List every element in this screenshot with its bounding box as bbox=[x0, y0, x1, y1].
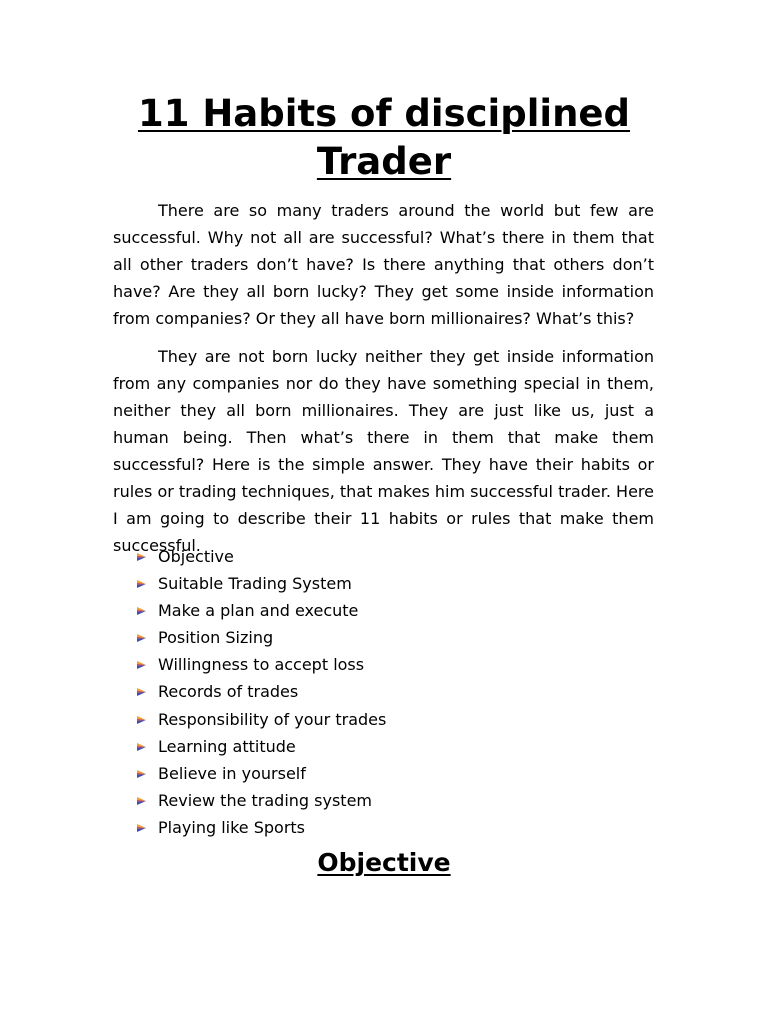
arrow-bullet-icon bbox=[137, 688, 146, 696]
habit-label: Responsibility of your trades bbox=[158, 709, 387, 729]
habit-label: Review the trading system bbox=[158, 790, 372, 810]
list-item bbox=[131, 624, 386, 651]
arrow-bullet-icon bbox=[137, 824, 146, 832]
document-title: 11 Habits of disciplined Trader bbox=[137, 92, 631, 183]
list-item bbox=[131, 597, 386, 624]
section-heading-objective: Objective bbox=[317, 848, 451, 877]
habit-label: Make a plan and execute bbox=[158, 601, 359, 621]
arrow-bullet-icon bbox=[137, 743, 146, 751]
list-item bbox=[131, 787, 386, 814]
answer-paragraph: They are not born lucky neither they get inside information from any companies nor do they have something special in them, neither they all born millionaires. They are just like us, just a human being. Then what’s there in them that make them successful? Here is the simple answer. They have their habits or rules or trading techniques, that makes him successful trader. Here I am going to describe their 11 habits or rules that make them successful. bbox=[113, 347, 654, 555]
list-item bbox=[131, 706, 386, 733]
arrow-bullet-icon bbox=[137, 770, 146, 778]
intro-paragraph: There are so many traders around the world but few are successful. Why not all are successful? What’s there in them that all other traders don’t have? Is there anything that others don’t have? Are they all born lucky? They get some inside information from companies? Or they all have born millionaires? What’s this? bbox=[113, 201, 654, 328]
habit-label: Playing like Sports bbox=[158, 817, 305, 837]
arrow-bullet-icon bbox=[137, 634, 146, 642]
list-item bbox=[131, 678, 386, 705]
habit-label: Objective bbox=[158, 547, 234, 566]
arrow-bullet-icon bbox=[137, 553, 146, 561]
list-item bbox=[131, 814, 386, 841]
habit-label: Position Sizing bbox=[158, 628, 274, 648]
arrow-bullet-icon bbox=[137, 716, 146, 724]
habit-label: Willingness to accept loss bbox=[158, 655, 365, 675]
list-item bbox=[131, 760, 386, 787]
habit-label: Learning attitude bbox=[158, 736, 296, 756]
list-item bbox=[131, 570, 386, 597]
arrow-bullet-icon bbox=[137, 661, 146, 669]
habits-list bbox=[131, 543, 386, 841]
list-item bbox=[131, 651, 386, 678]
habit-label: Records of trades bbox=[158, 682, 299, 702]
list-item bbox=[131, 733, 386, 760]
habit-label: Suitable Trading System bbox=[158, 574, 352, 594]
arrow-bullet-icon bbox=[137, 607, 146, 615]
habit-label: Believe in yourself bbox=[158, 763, 306, 783]
list-item bbox=[131, 543, 386, 570]
arrow-bullet-icon bbox=[137, 580, 146, 588]
arrow-bullet-icon bbox=[137, 797, 146, 805]
